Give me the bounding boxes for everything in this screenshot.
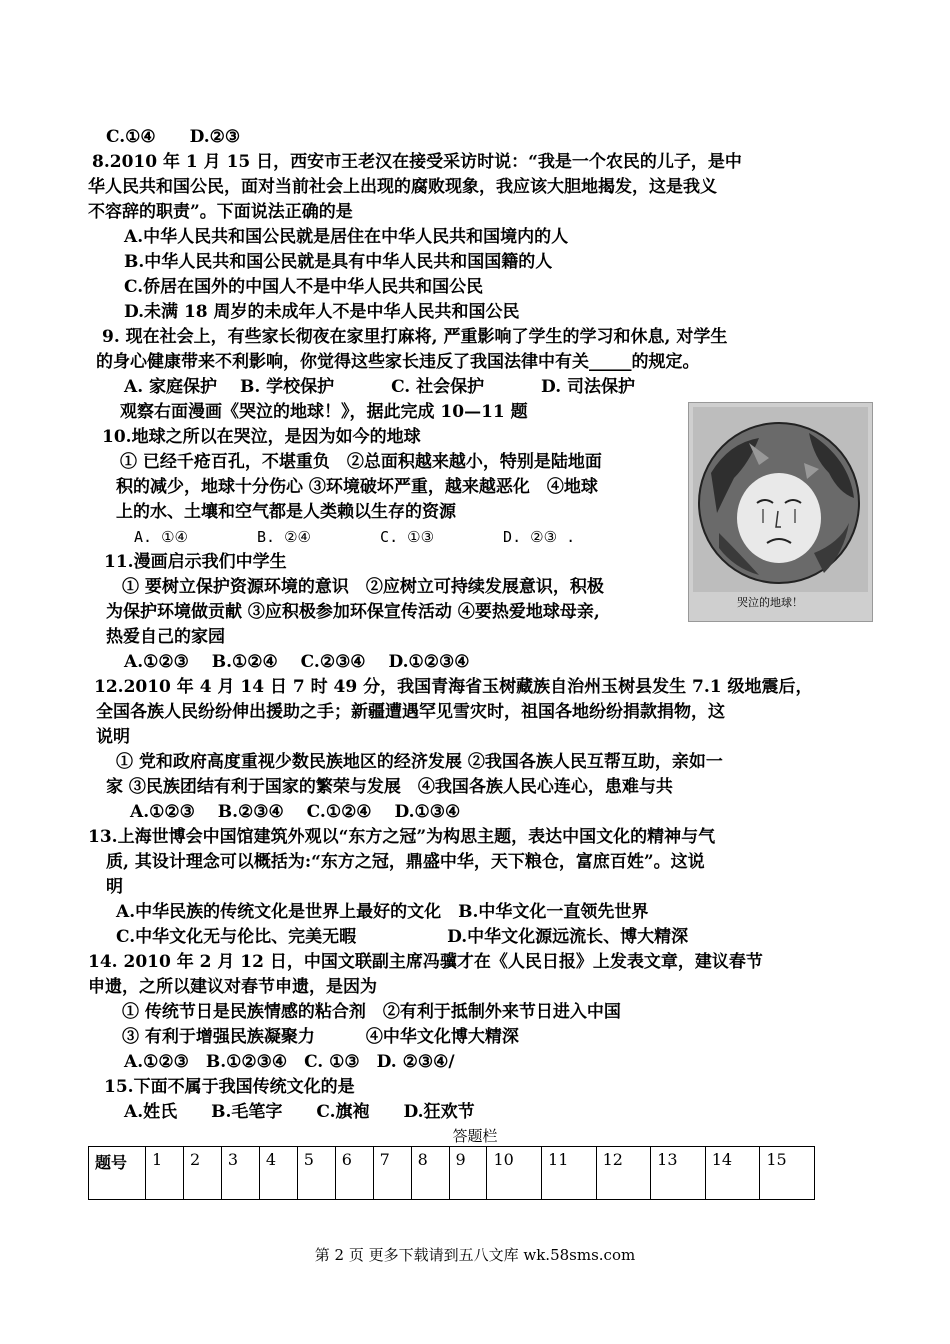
text-line: 热爱自己的家园 <box>106 627 225 647</box>
answer-cell: 13 <box>651 1147 706 1200</box>
answer-sheet-table <box>88 1146 815 1200</box>
answer-cell: 15 <box>760 1147 815 1200</box>
text-line: D.未满 18 周岁的未成年人不是中华人民共和国公民 <box>124 302 520 322</box>
text-line: A. 家庭保护 B. 学校保护 C. 社会保护 D. 司法保护 <box>124 377 636 397</box>
answer-cell: 9 <box>449 1147 487 1200</box>
text-line: C.中华文化无与伦比、完美无暇 D.中华文化源远流长、博大精深 <box>116 927 689 947</box>
text-line: 家 ③民族团结有利于国家的繁荣与发展 ④我国各族人民心连心，患难与共 <box>106 777 673 797</box>
answer-cell: 3 <box>221 1147 259 1200</box>
text-line: ① 已经千疮百孔，不堪重负 ②总面积越来越小，特别是陆地面 <box>120 452 602 472</box>
text-line: 申遗，之所以建议对春节申遗，是因为 <box>88 977 377 997</box>
text-line: 为保护环境做贡献 ③应积极参加环保宣传活动 ④要热爱地球母亲, <box>106 602 600 622</box>
answer-cell: 14 <box>705 1147 760 1200</box>
text-line: 8.2010 年 1 月 15 日，西安市王老汉在接受采访时说：“我是一个农民的儿子，是中 <box>92 152 742 172</box>
text-line: A.①②③ B.②③④ C.①②④ D.①③④ <box>130 802 461 822</box>
text-line: ① 传统节日是民族情感的粘合剂 ②有利于抵制外来节日进入中国 <box>122 1002 621 1022</box>
text-line: B.中华人民共和国公民就是具有中华人民共和国国籍的人 <box>124 252 553 272</box>
text-line: A.中华人民共和国公民就是居住在中华人民共和国境内的人 <box>124 227 569 247</box>
text-line: 明 <box>106 877 123 897</box>
answer-cell: 6 <box>335 1147 373 1200</box>
text-line: 说明 <box>96 727 130 747</box>
text-line: 积的减少，地球十分伤心 ③环境破坏严重，越来越恶化 ④地球 <box>116 477 598 497</box>
cartoon-caption: 哭泣的地球！ <box>737 596 803 609</box>
text-line: A.①②③ B.①②③④ C. ①③ D. ②③④/ <box>124 1052 455 1072</box>
answer-cell: 10 <box>487 1147 542 1200</box>
text-line: ③ 有利于增强民族凝聚力 ④中华文化博大精深 <box>122 1027 519 1047</box>
text-line: ① 党和政府高度重视少数民族地区的经济发展 ②我国各族人民互帮互助，亲如一 <box>116 752 723 772</box>
text-line: C.侨居在国外的中国人不是中华人民共和国公民 <box>124 277 484 297</box>
text-line: 11.漫画启示我们中学生 <box>104 552 287 572</box>
crying-earth-illustration <box>689 403 872 621</box>
text-line: 15.下面不属于我国传统文化的是 <box>104 1077 355 1097</box>
answer-cell: 8 <box>411 1147 449 1200</box>
text-line: 观察右面漫画《哭泣的地球！》，据此完成 10—11 题 <box>120 402 528 422</box>
text-line: 上的水、土壤和空气都是人类赖以生存的资源 <box>116 502 456 522</box>
answer-cell: 2 <box>183 1147 221 1200</box>
answer-header-label: 题号 <box>89 1147 146 1200</box>
text-line: 12.2010 年 4 月 14 日 7 时 49 分，我国青海省玉树藏族自治州玉树县发生 7.1 级地震后， <box>94 677 813 697</box>
answer-cell: 12 <box>596 1147 651 1200</box>
answer-cell: 11 <box>542 1147 597 1200</box>
crying-earth-cartoon <box>688 402 873 622</box>
text-line: 10.地球之所以在哭泣，是因为如今的地球 <box>102 427 421 447</box>
text-line: 质, 其设计理念可以概括为:“东方之冠，鼎盛中华，天下粮仓，富庶百姓”。这说 <box>106 852 705 872</box>
text-line: 14. 2010 年 2 月 12 日，中国文联副主席冯骥才在《人民日报》上发表文章，建议春节 <box>88 952 763 972</box>
answer-cell: 5 <box>297 1147 335 1200</box>
text-line: A. ①④ B. ②④ C. ①③ D. ②③ . <box>134 528 576 546</box>
text-line: 不容辞的职责”。下面说法正确的是 <box>88 202 353 222</box>
text-line: 华人民共和国公民，面对当前社会上出现的腐败现象，我应该大胆地揭发，这是我义 <box>88 177 717 197</box>
text-line: ① 要树立保护资源环境的意识 ②应树立可持续发展意识，积极 <box>122 577 604 597</box>
text-line: 全国各族人民纷纷伸出援助之手；新疆遭遇罕见雪灾时，祖国各地纷纷捐款捐物，这 <box>96 702 725 722</box>
answer-cell: 7 <box>373 1147 411 1200</box>
text-line: 的身心健康带来不利影响，你觉得这些家长违反了我国法律中有关_____的规定。 <box>96 352 700 372</box>
text-line: A.①②③ B.①②④ C.②③④ D.①②③④ <box>124 652 470 672</box>
page-footer: 第 2 页 更多下载请到五八文库 wk.58sms.com <box>314 1246 636 1264</box>
answer-sheet-title: 答题栏 <box>452 1127 498 1145</box>
text-line: C.①④ D.②③ <box>106 127 241 147</box>
text-line: 9. 现在社会上，有些家长彻夜在家里打麻将, 严重影响了学生的学习和休息, 对学生 <box>102 327 728 347</box>
answer-cell: 4 <box>259 1147 297 1200</box>
text-line: A.姓氏 B.毛笔字 C.旗袍 D.狂欢节 <box>124 1102 475 1122</box>
text-line: A.中华民族的传统文化是世界上最好的文化 B.中华文化一直领先世界 <box>116 902 649 922</box>
answer-number-row <box>89 1147 815 1200</box>
text-line: 13.上海世博会中国馆建筑外观以“东方之冠”为构思主题，表达中国文化的精神与气 <box>88 827 716 847</box>
answer-cell: 1 <box>146 1147 184 1200</box>
